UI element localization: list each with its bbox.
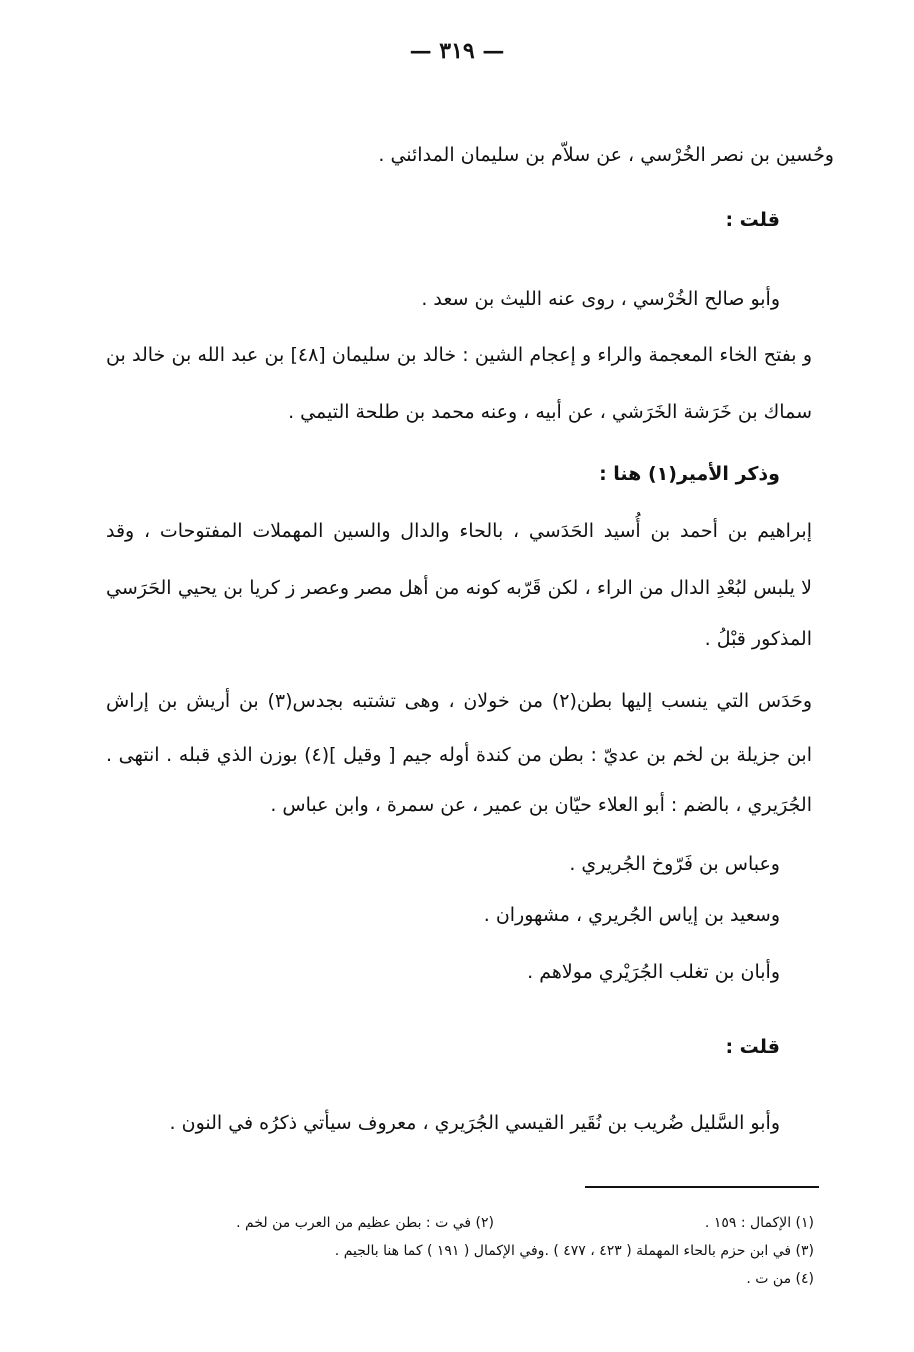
text-line-10: وحَدَس التي ينسب إليها بطن(٢) من خولان ، وهى تشتبه بجدس(٣) بن أريش بن إراش <box>106 690 813 712</box>
text-line-1: وحُسين بن نصر الخُرْسي ، عن سلاّم بن سليمان المدائني . <box>378 144 834 166</box>
text-line-13: وعباس بن فَرّوخ الجُريري . <box>569 853 780 875</box>
heading-qult-2: قلت : <box>725 1036 780 1058</box>
footnote-1: (١) الإكمال : ١٥٩ . <box>704 1215 814 1231</box>
text-line-14: وسعيد بن إياس الجُريري ، مشهوران . <box>483 904 780 926</box>
heading-qult-1: قلت : <box>725 209 780 231</box>
text-line-4: و بفتح الخاء المعجمة والراء و إعجام الشين : خالد بن سليمان [٤٨] بن عبد الله بن خالد بن <box>106 344 812 366</box>
text-line-7: إبراهيم بن أحمد بن أُسيد الحَدَسي ، بالحاء والدال والسين المهملات المفتوحات ، وقد <box>106 520 812 542</box>
footnote-4: (٤) من ت . <box>746 1271 814 1287</box>
text-line-5: سماك بن خَرَشة الخَرَشي ، عن أبيه ، وعنه محمد بن طلحة التيمي . <box>288 401 812 423</box>
text-line-9: المذكور قبْلُ . <box>704 628 812 650</box>
text-line-3: وأبو صالح الخُرْسي ، روى عنه الليث بن سعد . <box>421 288 780 310</box>
text-line-12: الجُرَيري ، بالضم : أبو العلاء حيّان بن عمير ، عن سمرة ، وابن عباس . <box>270 794 812 816</box>
footnote-2: (٢) في ت : بطن عظيم من العرب من لخم . <box>236 1215 494 1231</box>
text-line-15: وأبان بن تغلب الجُرَيْري مولاهم . <box>527 961 780 983</box>
text-line-11: ابن جزيلة بن لخم بن عديّ : بطن من كندة أوله جيم [ وقيل ](٤) بوزن الذي قبله . انتهى . <box>106 744 813 766</box>
footnote-separator <box>585 1186 819 1188</box>
footnote-3: (٣) في ابن حزم بالحاء المهملة ( ٤٢٣ ، ٤٧٧ ) .وفي الإكمال ( ١٩١ ) كما هنا بالجيم . <box>334 1243 814 1259</box>
text-line-8: لا يلبس لبُعْدِ الدال من الراء ، لكن قَرّبه كونه من أهل مصر وعصر ز كريا بن يحيي الحَرَسي <box>106 577 812 599</box>
text-line-17: وأبو السَّليل ضُريب بن نُقَير القيسي الجُرَيري ، معروف سيأتي ذكرُه في النون . <box>169 1112 780 1134</box>
heading-amir: وذكر الأمير(١) هنا : <box>599 463 780 485</box>
page-number: — ٣١٩ — <box>409 38 505 64</box>
